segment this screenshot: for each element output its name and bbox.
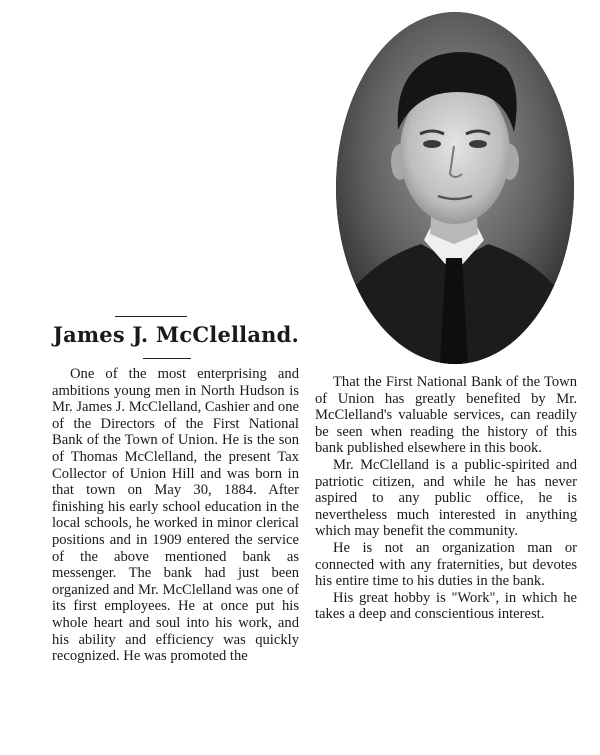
title-rule-top — [115, 316, 187, 317]
paragraph: One of the most enterprising and ambitions young men in North Hudson is Mr. James J. McClelland, Cashier and one of the Directors of the First National Bank of the Town of Union. He is the son of Thomas McClelland, the present Tax Collector of Union Hill and was born in that town on May 30, 1884. After finishing his early school education in the local schools, he worked in minor clerical positions and in 1909 entered the service of the above mentioned bank as messenger. The bank had just been organized and Mr. McClelland was one of its first employees. He at once put his whole heart and soul into his work, and his ability and efficiency was quickly recognized. He was promoted the — [52, 366, 299, 665]
paragraph: That the First National Bank of the Town of Union has greatly benefited by Mr. McClelland's valuable services, can readily be seen when reading the history of this bank published elsewhere in this book. — [315, 374, 577, 457]
paragraph: Mr. McClelland is a public-spirited and patriotic citizen, and while he has never aspired to any public office, he is nevertheless much interested in anything which may benefit the community. — [315, 456, 577, 540]
paragraph: His great hobby is "Work", in which he takes a deep and conscientious interest. — [315, 589, 577, 623]
article-title: James J. McClelland. — [52, 322, 300, 347]
left-text-column — [52, 366, 299, 665]
title-rule-bottom — [143, 358, 191, 359]
portrait-photo — [336, 12, 574, 364]
right-text-column — [315, 374, 577, 623]
paragraph: He is not an organization man or connected with any fraternities, but devotes his entire time to his duties in the bank. — [315, 539, 577, 590]
portrait-image — [336, 12, 574, 364]
